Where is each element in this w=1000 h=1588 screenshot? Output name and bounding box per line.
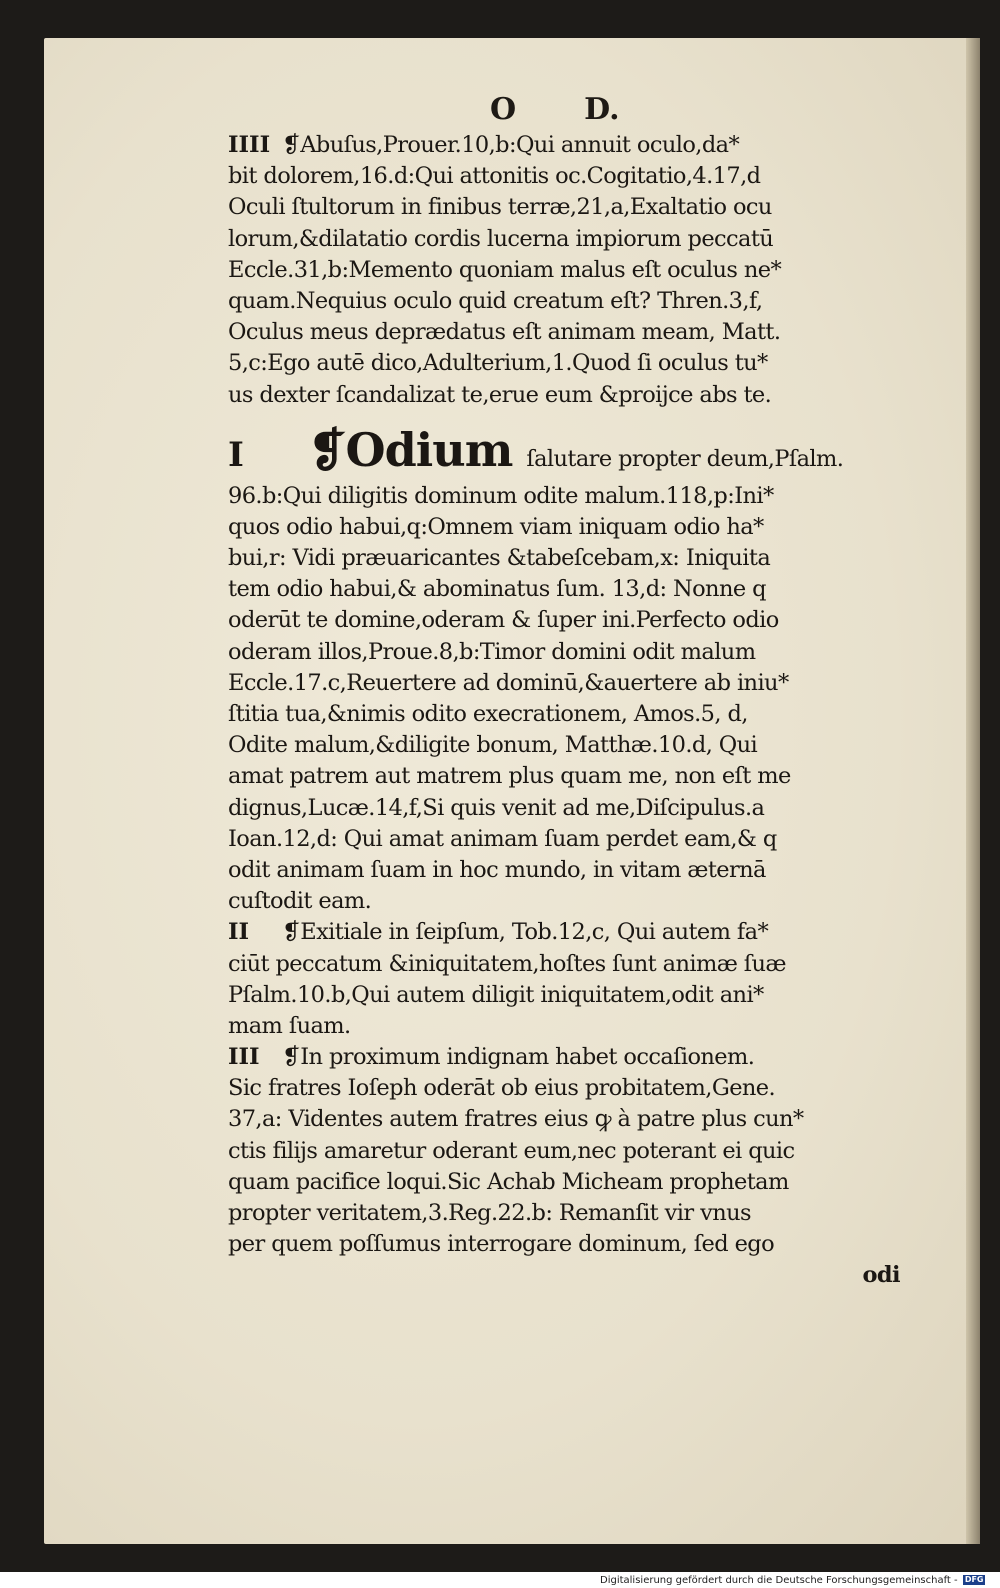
line-text: ſtitia tua,&nimis odito execrationem, Amos.5, d, — [228, 701, 748, 727]
entry-initial: ❡Odium — [308, 422, 513, 477]
text-line — [228, 949, 900, 980]
line-text: Eccle.31,b:Memento quoniam malus eſt oculus ne* — [228, 256, 782, 283]
entry-iiii — [228, 130, 900, 411]
text-line — [228, 286, 900, 317]
line-text: ❡Abuſus,Prouer.10,b:Qui annuit oculo,da* — [282, 132, 740, 158]
line-text: Odite malum,&diligite bonum, Matthæ.10.d, Qui — [228, 732, 758, 759]
line-text: Eccle.17.c,Reuertere ad dominū,&auertere ab iniu* — [228, 669, 789, 696]
text-line — [228, 605, 900, 636]
text-line — [228, 886, 900, 917]
text-line — [228, 761, 900, 792]
text-line — [228, 224, 900, 255]
line-text: us dexter ſcandalizat te,erue eum &proijce abs te. — [228, 381, 772, 408]
text-line — [228, 543, 900, 574]
entry-heading — [228, 421, 900, 479]
page-spine-shadow — [966, 38, 980, 1544]
text-line — [228, 192, 900, 223]
line-text: ❡Exitiale in ſeipſum, Tob.12,c, Qui autem fa* — [282, 919, 769, 946]
line-text: quam pacifice loqui.Sic Achab Micheam prophetam — [228, 1168, 789, 1195]
line-text: mam ſuam. — [228, 1012, 351, 1039]
text-line — [228, 668, 900, 699]
text-line — [228, 348, 900, 379]
text-line — [228, 1011, 900, 1042]
text-line — [228, 637, 900, 668]
line-text: quam.Nequius oculo quid creatum eſt? Thren.3,f, — [228, 287, 763, 314]
line-text: ſalutare propter deum,Pſalm. — [526, 445, 844, 472]
text-line — [228, 824, 900, 855]
line-text: Ioan.12,d: Qui amat animam ſuam perdet eam,& q — [228, 825, 777, 852]
line-text: 5,c:Ego autē dico,Adulterium,1.Quod ſi oculus tu* — [228, 350, 768, 377]
text-line — [228, 1198, 900, 1229]
line-text: amat patrem aut matrem plus quam me, non eſt me — [228, 763, 791, 790]
line-text: Oculi ſtultorum in finibus terræ,21,a,Exaltatio ocu — [228, 194, 772, 221]
entry-ii — [228, 917, 900, 1042]
dfg-logo: DFG — [964, 1575, 984, 1584]
line-text: 37,a: Videntes autem fratres eius ꝙ à patre plus cun* — [228, 1106, 804, 1133]
line-text: tem odio habui,& abominatus ſum. 13,d: Nonne q — [228, 576, 766, 603]
text-line — [228, 1167, 900, 1198]
text-line — [228, 730, 900, 761]
page-header — [490, 92, 690, 132]
text-line — [228, 317, 900, 348]
header-left-symbol: O — [490, 92, 517, 127]
footer-text: Digitalisierung gefördert durch die Deutsche Forschungsgemeinschaft — [600, 1575, 951, 1586]
line-text: dignus,Lucæ.14,f,Si quis venit ad me,Diſcipulus.a — [228, 794, 765, 821]
entry-number: II — [228, 919, 250, 946]
line-text: ctis filijs amaretur oderant eum,nec poterant ei quic — [228, 1137, 795, 1164]
text-line — [228, 917, 900, 948]
entry-number: I — [228, 434, 244, 475]
entry-number: IIII — [228, 132, 271, 158]
text-line — [228, 793, 900, 824]
text-line — [228, 574, 900, 605]
text-line — [228, 255, 900, 286]
line-text: odit animam ſuam in hoc mundo, in vitam æternā — [228, 856, 766, 883]
header-right-symbol: D. — [584, 92, 620, 127]
catchword-line — [228, 1260, 900, 1291]
digitization-footer: Digitalisierung gefördert durch die Deutsche Forschungsgemeinschaft - DFG — [600, 1575, 984, 1586]
line-text: Oculus meus deprædatus eſt animam meam, Matt. — [228, 319, 781, 346]
text-line — [228, 130, 900, 161]
entry-number: III — [228, 1044, 260, 1071]
text-line — [228, 512, 900, 543]
line-text: propter veritatem,3.Reg.22.b: Remanſit vir vnus — [228, 1200, 751, 1226]
text-line — [228, 699, 900, 730]
catchword: odi — [862, 1262, 900, 1289]
text-line — [228, 980, 900, 1011]
line-text: lorum,&dilatatio cordis lucerna impiorum peccatū — [228, 225, 774, 252]
line-text: oderūt te domine,oderam & ſuper ini.Perfecto odio — [228, 607, 779, 634]
line-text: oderam illos,Proue.8,b:Timor domini odit malum — [228, 638, 756, 665]
text-line — [228, 481, 900, 512]
line-text: cuſtodit eam. — [228, 888, 372, 915]
line-text: per quem poſſumus interrogare dominum, ſed ego — [228, 1231, 775, 1258]
line-text: Pſalm.10.b,Qui autem diligit iniquitatem,odit ani* — [228, 981, 764, 1008]
line-text: bui,r: Vidi præuaricantes &tabeſcebam,x: Iniquita — [228, 545, 771, 572]
text-line — [228, 855, 900, 886]
line-text: Sic fratres Ioſeph oderāt ob eius probitatem,Gene. — [228, 1075, 776, 1102]
text-line — [228, 1073, 900, 1104]
line-text: ❡In proximum indignam habet occaſionem. — [282, 1044, 755, 1071]
text-line — [228, 1229, 900, 1260]
text-line — [228, 1042, 900, 1073]
page-text — [228, 130, 900, 1292]
line-text: bit dolorem,16.d:Qui attonitis oc.Cogitatio,4.17,d — [228, 163, 761, 190]
line-text: quos odio habui,q:Omnem viam iniquam odio ha* — [228, 513, 764, 540]
entry-odium — [228, 421, 900, 918]
text-line — [228, 161, 900, 192]
line-text: ciūt peccatum &iniquitatem,hoſtes ſunt animæ ſuæ — [228, 950, 786, 977]
line-text: 96.b:Qui diligitis dominum odite malum.118,p:Ini* — [228, 482, 774, 509]
text-line — [228, 1136, 900, 1167]
entry-iii — [228, 1042, 900, 1292]
text-line — [228, 1104, 900, 1135]
text-line — [228, 380, 900, 411]
